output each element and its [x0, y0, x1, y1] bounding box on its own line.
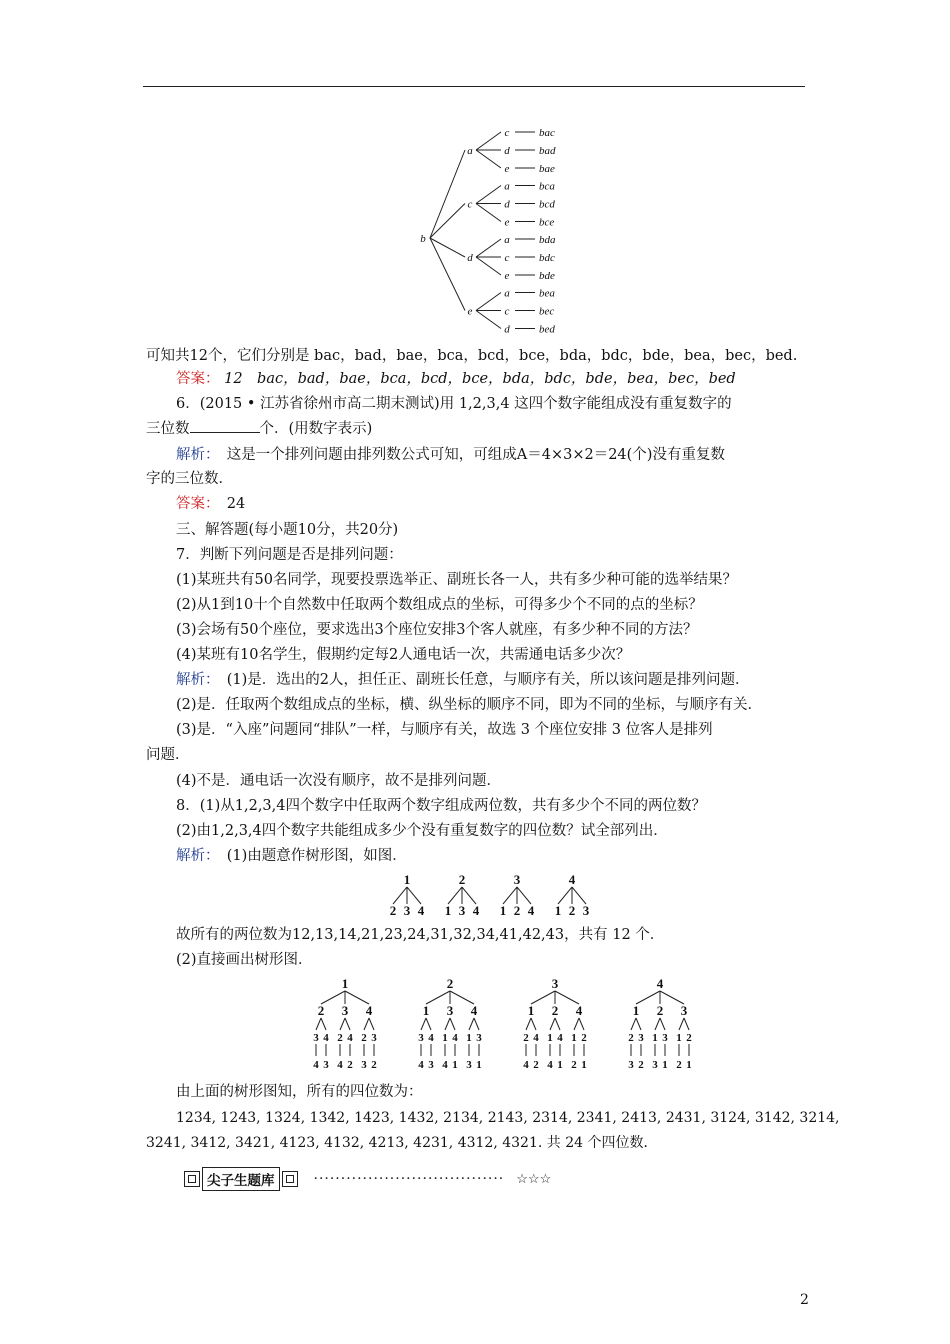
tree-level3-digit: 2: [676, 1059, 682, 1071]
tree-level2-digit: 1: [466, 1032, 472, 1044]
tree-edge: [531, 1018, 536, 1030]
tree-level1-digit: 2: [656, 1003, 664, 1018]
tree-leaf-node: d: [504, 323, 510, 336]
tree-level2-digit: 3: [418, 1032, 424, 1044]
tree-edge: [321, 1018, 326, 1030]
tree-edge: [316, 1018, 321, 1030]
tree-root-digit: 4: [568, 872, 576, 887]
tree-result-word: bac: [539, 127, 555, 139]
answer-6-text: 24: [226, 496, 246, 512]
tree-level3-digit: 2: [533, 1059, 539, 1071]
tree-edge: [476, 293, 501, 311]
tree-level1-digit: 2: [551, 1003, 559, 1018]
q7-analysis-3b: 问题．: [146, 747, 190, 763]
tree-diagram-b: [415, 122, 615, 337]
tree-level3-digit: 1: [452, 1059, 458, 1071]
q8-analysis-1-text: (1)由题意作树形图，如图．: [226, 848, 407, 864]
tree-edge: [364, 1018, 369, 1030]
tree-level3-digit: 4: [313, 1059, 319, 1071]
tree-edge: [558, 887, 572, 904]
tree-edge: [636, 1018, 641, 1030]
tree-leaf-node: a: [504, 180, 510, 193]
tree-child-digit: 1: [444, 903, 452, 918]
tree-edge: [369, 1018, 374, 1030]
tree-root-digit: 3: [551, 976, 559, 991]
tree-result-word: bce: [539, 216, 555, 229]
tree-result-word: bca: [539, 180, 555, 193]
analysis-label: 解析：: [176, 848, 213, 864]
tree-level2-digit: 1: [652, 1032, 658, 1044]
tree-child-digit: 2: [513, 903, 521, 918]
tree-edge: [579, 1018, 584, 1030]
q7-analysis-1-text: (1)是．选出的2人，担任正、副班长任意，与顺序有关，所以该问题是排列问题．: [226, 672, 750, 688]
tree-level2-digit: 2: [337, 1032, 343, 1044]
tree-edge: [526, 1018, 531, 1030]
answer-label: 答案：: [176, 371, 220, 387]
tree-level2-digit: 4: [452, 1032, 458, 1044]
tree-branch-node: d: [467, 252, 473, 264]
q6-prefix: 三位数: [146, 421, 190, 437]
tree-edge: [445, 1018, 450, 1030]
tree-result-word: bcd: [539, 198, 555, 211]
q7-analysis-2: (2)是．任取两个数组成点的坐标，横、纵坐标的顺序不同，即为不同的坐标，与顺序有关．: [176, 697, 763, 713]
analysis-label: 解析：: [176, 447, 213, 463]
tree-level3-digit: 2: [638, 1059, 644, 1071]
tree-edge: [469, 1018, 474, 1030]
tree-level3-digit: 4: [418, 1059, 424, 1071]
q7-item-1: (1)某班共有50名同学，现要投票选举正、副班长各一人，共有多少种可能的选举结果？: [176, 572, 737, 588]
q7-analysis-4: (4)不是．通电话一次没有顺序，故不是排列问题．: [176, 773, 502, 789]
tree-level3-digit: 4: [337, 1059, 343, 1071]
tree-level3-digit: 3: [361, 1059, 367, 1071]
tree-edge: [430, 238, 465, 257]
tree-level2-digit: 1: [442, 1032, 448, 1044]
tree-edge: [555, 1018, 560, 1030]
answer-5: [176, 369, 736, 389]
tree-level3-digit: 4: [547, 1059, 553, 1071]
tree-level3-digit: 1: [557, 1059, 563, 1071]
q6-analysis-text: 这是一个排列问题由排列数公式可知，可组成A＝4×3×2＝24(个)没有重复数: [226, 447, 725, 463]
tree-result-word: bae: [539, 163, 555, 175]
tree-root-digit: 3: [513, 872, 521, 887]
section-3-heading: 三、解答题(每小题10分，共20分): [176, 522, 399, 538]
tree-result-word: bde: [539, 270, 555, 282]
tree-level3-digit: 4: [442, 1059, 448, 1071]
tree-level2-digit: 4: [428, 1032, 434, 1044]
four-digit-list-2: 3241, 3412, 3421, 4123, 4132, 4213, 4231, 4312, 4321. 共 24 个四位数．: [146, 1135, 658, 1151]
four-digit-intro: 由上面的树形图知，所有的四位数为：: [176, 1084, 423, 1100]
tree-edge: [550, 1018, 555, 1030]
tree-leaf-node: e: [504, 163, 510, 175]
tree-result-word: bda: [539, 234, 556, 246]
tree-level2-digit: 2: [581, 1032, 587, 1044]
tree-level3-digit: 1: [662, 1059, 668, 1071]
tree-edge: [476, 257, 501, 275]
tree-result-word: bea: [539, 287, 555, 300]
answer-label: 答案：: [176, 496, 213, 512]
tree-level1-digit: 1: [422, 1003, 430, 1018]
answer-blank[interactable]: [190, 418, 260, 433]
answer-5-text: 12 bac，bad，bae，bca，bcd，bce，bda，bdc，bde，bea，bec，bed: [224, 371, 736, 387]
tree-leaf-node: c: [504, 305, 510, 318]
tree-root-digit: 1: [403, 872, 411, 887]
tree-level2-digit: 3: [313, 1032, 319, 1044]
tree-edge: [407, 887, 421, 904]
tree-level3-digit: 1: [581, 1059, 587, 1071]
star-rating-icon: ☆☆☆: [516, 1171, 552, 1187]
page-number: 2: [800, 1292, 809, 1308]
banner-dots: ···································: [313, 1171, 505, 1187]
tree-edge: [655, 1018, 660, 1030]
tree-result-word: bed: [539, 323, 555, 336]
two-digit-trees: [385, 872, 625, 918]
square-icon: [282, 1171, 298, 1187]
tree-level2-digit: 4: [557, 1032, 563, 1044]
tree-edge: [340, 1018, 345, 1030]
tree-level3-digit: 3: [466, 1059, 472, 1071]
tree-level2-digit: 4: [347, 1032, 353, 1044]
tree-edge: [476, 311, 501, 329]
tree-edge: [430, 204, 465, 239]
tree-level3-digit: 3: [652, 1059, 658, 1071]
tree-child-digit: 2: [389, 903, 397, 918]
tree-level3-digit: 2: [371, 1059, 377, 1071]
tree-leaf-node: c: [504, 252, 510, 264]
tree-branch-node: c: [467, 198, 473, 211]
tree-level2-digit: 4: [533, 1032, 539, 1044]
tree-level3-digit: 3: [323, 1059, 329, 1071]
header-rule: [143, 86, 805, 87]
q6-analysis-2: 字的三位数．: [146, 471, 233, 487]
tree-edge: [345, 1018, 350, 1030]
tree-leaf-node: d: [504, 145, 510, 157]
tree-level1-digit: 4: [365, 1003, 373, 1018]
tree-edge: [631, 1018, 636, 1030]
tree-level1-digit: 3: [446, 1003, 454, 1018]
tree-level1-digit: 3: [341, 1003, 349, 1018]
tree-edge: [430, 238, 465, 311]
conclusion-line: 可知共12个，它们分别是 bac，bad，bae，bca，bcd，bce，bda，bdc，bde，bea，bec，bed.: [146, 348, 798, 364]
tree-leaf-node: a: [504, 287, 510, 300]
tree-edge: [476, 186, 501, 204]
tree-edge: [462, 887, 476, 904]
tree-child-digit: 3: [458, 903, 466, 918]
q7-analysis-3: (3)是．“入座”问题同“排队”一样，与顺序有关，故选 3 个座位安排 3 位客人是排列: [176, 722, 713, 738]
tree-level2-digit: 3: [371, 1032, 377, 1044]
tree-child-digit: 3: [582, 903, 590, 918]
q7-analysis-1: [176, 670, 750, 690]
q8-part-1: 8．(1)从1,2,3,4四个数字中任取两个数字组成两位数，共有多少个不同的两位数？: [176, 798, 706, 814]
tree-edge: [476, 239, 501, 257]
tree-root-digit: 4: [656, 976, 664, 991]
tree-level2-digit: 3: [638, 1032, 644, 1044]
tree-branch-node: e: [467, 305, 473, 318]
tree-edge: [503, 887, 517, 904]
tree-edge: [684, 1018, 689, 1030]
tree-level2-digit: 2: [523, 1032, 529, 1044]
tree-child-digit: 1: [499, 903, 507, 918]
tree-result-word: bec: [539, 305, 555, 318]
tree-level2-digit: 1: [547, 1032, 553, 1044]
tree-edge: [426, 1018, 431, 1030]
q8-part-2: (2)由1,2,3,4四个数字共能组成多少个没有重复数字的四位数？试全部列出．: [176, 823, 668, 839]
tree-level2-digit: 1: [676, 1032, 682, 1044]
tree-result-word: bad: [539, 145, 556, 157]
tree-leaf-node: d: [504, 198, 510, 211]
tree-child-digit: 2: [568, 903, 576, 918]
tree-leaf-node: e: [504, 270, 510, 282]
q7-item-4: (4)某班有10名学生，假期约定每2人通电话一次，共需通电话多少次？: [176, 647, 631, 663]
tree-level1-digit: 4: [470, 1003, 478, 1018]
tree-edge: [572, 887, 586, 904]
tree-root-digit: 1: [341, 976, 349, 991]
q7-item-2: (2)从1到10十个自然数中任取两个数组成点的坐标，可得多少个不同的点的坐标？: [176, 597, 703, 613]
tree-level2-digit: 1: [571, 1032, 577, 1044]
tree-level3-digit: 1: [476, 1059, 482, 1071]
tree-level1-digit: 3: [680, 1003, 688, 1018]
tree-edge: [517, 887, 531, 904]
tree-level2-digit: 3: [476, 1032, 482, 1044]
q6-analysis: [176, 445, 725, 465]
tree-level1-digit: 4: [575, 1003, 583, 1018]
q6-line2: [146, 418, 372, 439]
tree-level3-digit: 1: [686, 1059, 692, 1071]
tree-level2-digit: 2: [628, 1032, 634, 1044]
four-digit-trees: [295, 976, 715, 1076]
q6-line1: 6．(2015 • 江苏省徐州市高二期末测试)用 1,2,3,4 这四个数字能组成没有重复数字的: [176, 396, 732, 412]
tree-level3-digit: 4: [523, 1059, 529, 1071]
tree-level1-digit: 2: [317, 1003, 325, 1018]
section-banner: [182, 1168, 551, 1190]
tree-edge: [474, 1018, 479, 1030]
tree-leaf-node: e: [504, 216, 510, 229]
tree-edge: [660, 1018, 665, 1030]
tree-edge: [476, 204, 501, 222]
tree-child-digit: 4: [472, 903, 480, 918]
tree-result-word: bdc: [539, 252, 555, 264]
tree-level3-digit: 3: [628, 1059, 634, 1071]
tree-level2-digit: 4: [323, 1032, 329, 1044]
tree-level1-digit: 1: [632, 1003, 640, 1018]
tree-child-digit: 4: [417, 903, 425, 918]
tree-leaf-node: c: [504, 127, 510, 139]
tree-root-digit: 2: [458, 872, 466, 887]
tree-level2-digit: 2: [361, 1032, 367, 1044]
q6-suffix: 个．(用数字表示): [259, 421, 373, 437]
q7-item-3: (3)会场有50个座位，要求选出3个座位安排3个客人就座，有多少种不同的方法？: [176, 622, 698, 638]
four-digit-list-1: 1234, 1243, 1324, 1342, 1423, 1432, 2134, 2143, 2314, 2341, 2413, 2431, 3124, 3142, 3214,: [176, 1110, 840, 1126]
tree-level2-digit: 3: [662, 1032, 668, 1044]
two-digit-result: 故所有的两位数为12,13,14,21,23,24,31,32,34,41,42,43，共有 12 个．: [176, 927, 665, 943]
tree-edge: [430, 150, 465, 238]
tree-branch-node: a: [467, 145, 473, 157]
tree-edge: [574, 1018, 579, 1030]
tree-child-digit: 3: [403, 903, 411, 918]
q8-analysis-2: (2)直接画出树形图．: [176, 952, 313, 968]
analysis-label: 解析：: [176, 672, 213, 688]
tree-level1-digit: 1: [527, 1003, 535, 1018]
tree-edge: [476, 132, 501, 150]
tree-root-node: b: [420, 233, 426, 245]
tree-child-digit: 4: [527, 903, 535, 918]
tree-edge: [421, 1018, 426, 1030]
tree-root-digit: 2: [446, 976, 454, 991]
tree-level3-digit: 2: [347, 1059, 353, 1071]
tree-edge: [448, 887, 462, 904]
banner-label: 尖子生题库: [202, 1167, 280, 1191]
tree-child-digit: 1: [554, 903, 562, 918]
answer-6: [176, 494, 245, 514]
tree-level3-digit: 3: [428, 1059, 434, 1071]
square-icon: [184, 1171, 200, 1187]
tree-edge: [393, 887, 407, 904]
tree-leaf-node: a: [504, 234, 510, 246]
tree-edge: [450, 1018, 455, 1030]
tree-edge: [679, 1018, 684, 1030]
tree-edge: [476, 150, 501, 168]
q8-analysis-1: [176, 846, 407, 866]
tree-level3-digit: 2: [571, 1059, 577, 1071]
q7-stem: 7．判断下列问题是否是排列问题：: [176, 547, 403, 563]
tree-level2-digit: 2: [686, 1032, 692, 1044]
